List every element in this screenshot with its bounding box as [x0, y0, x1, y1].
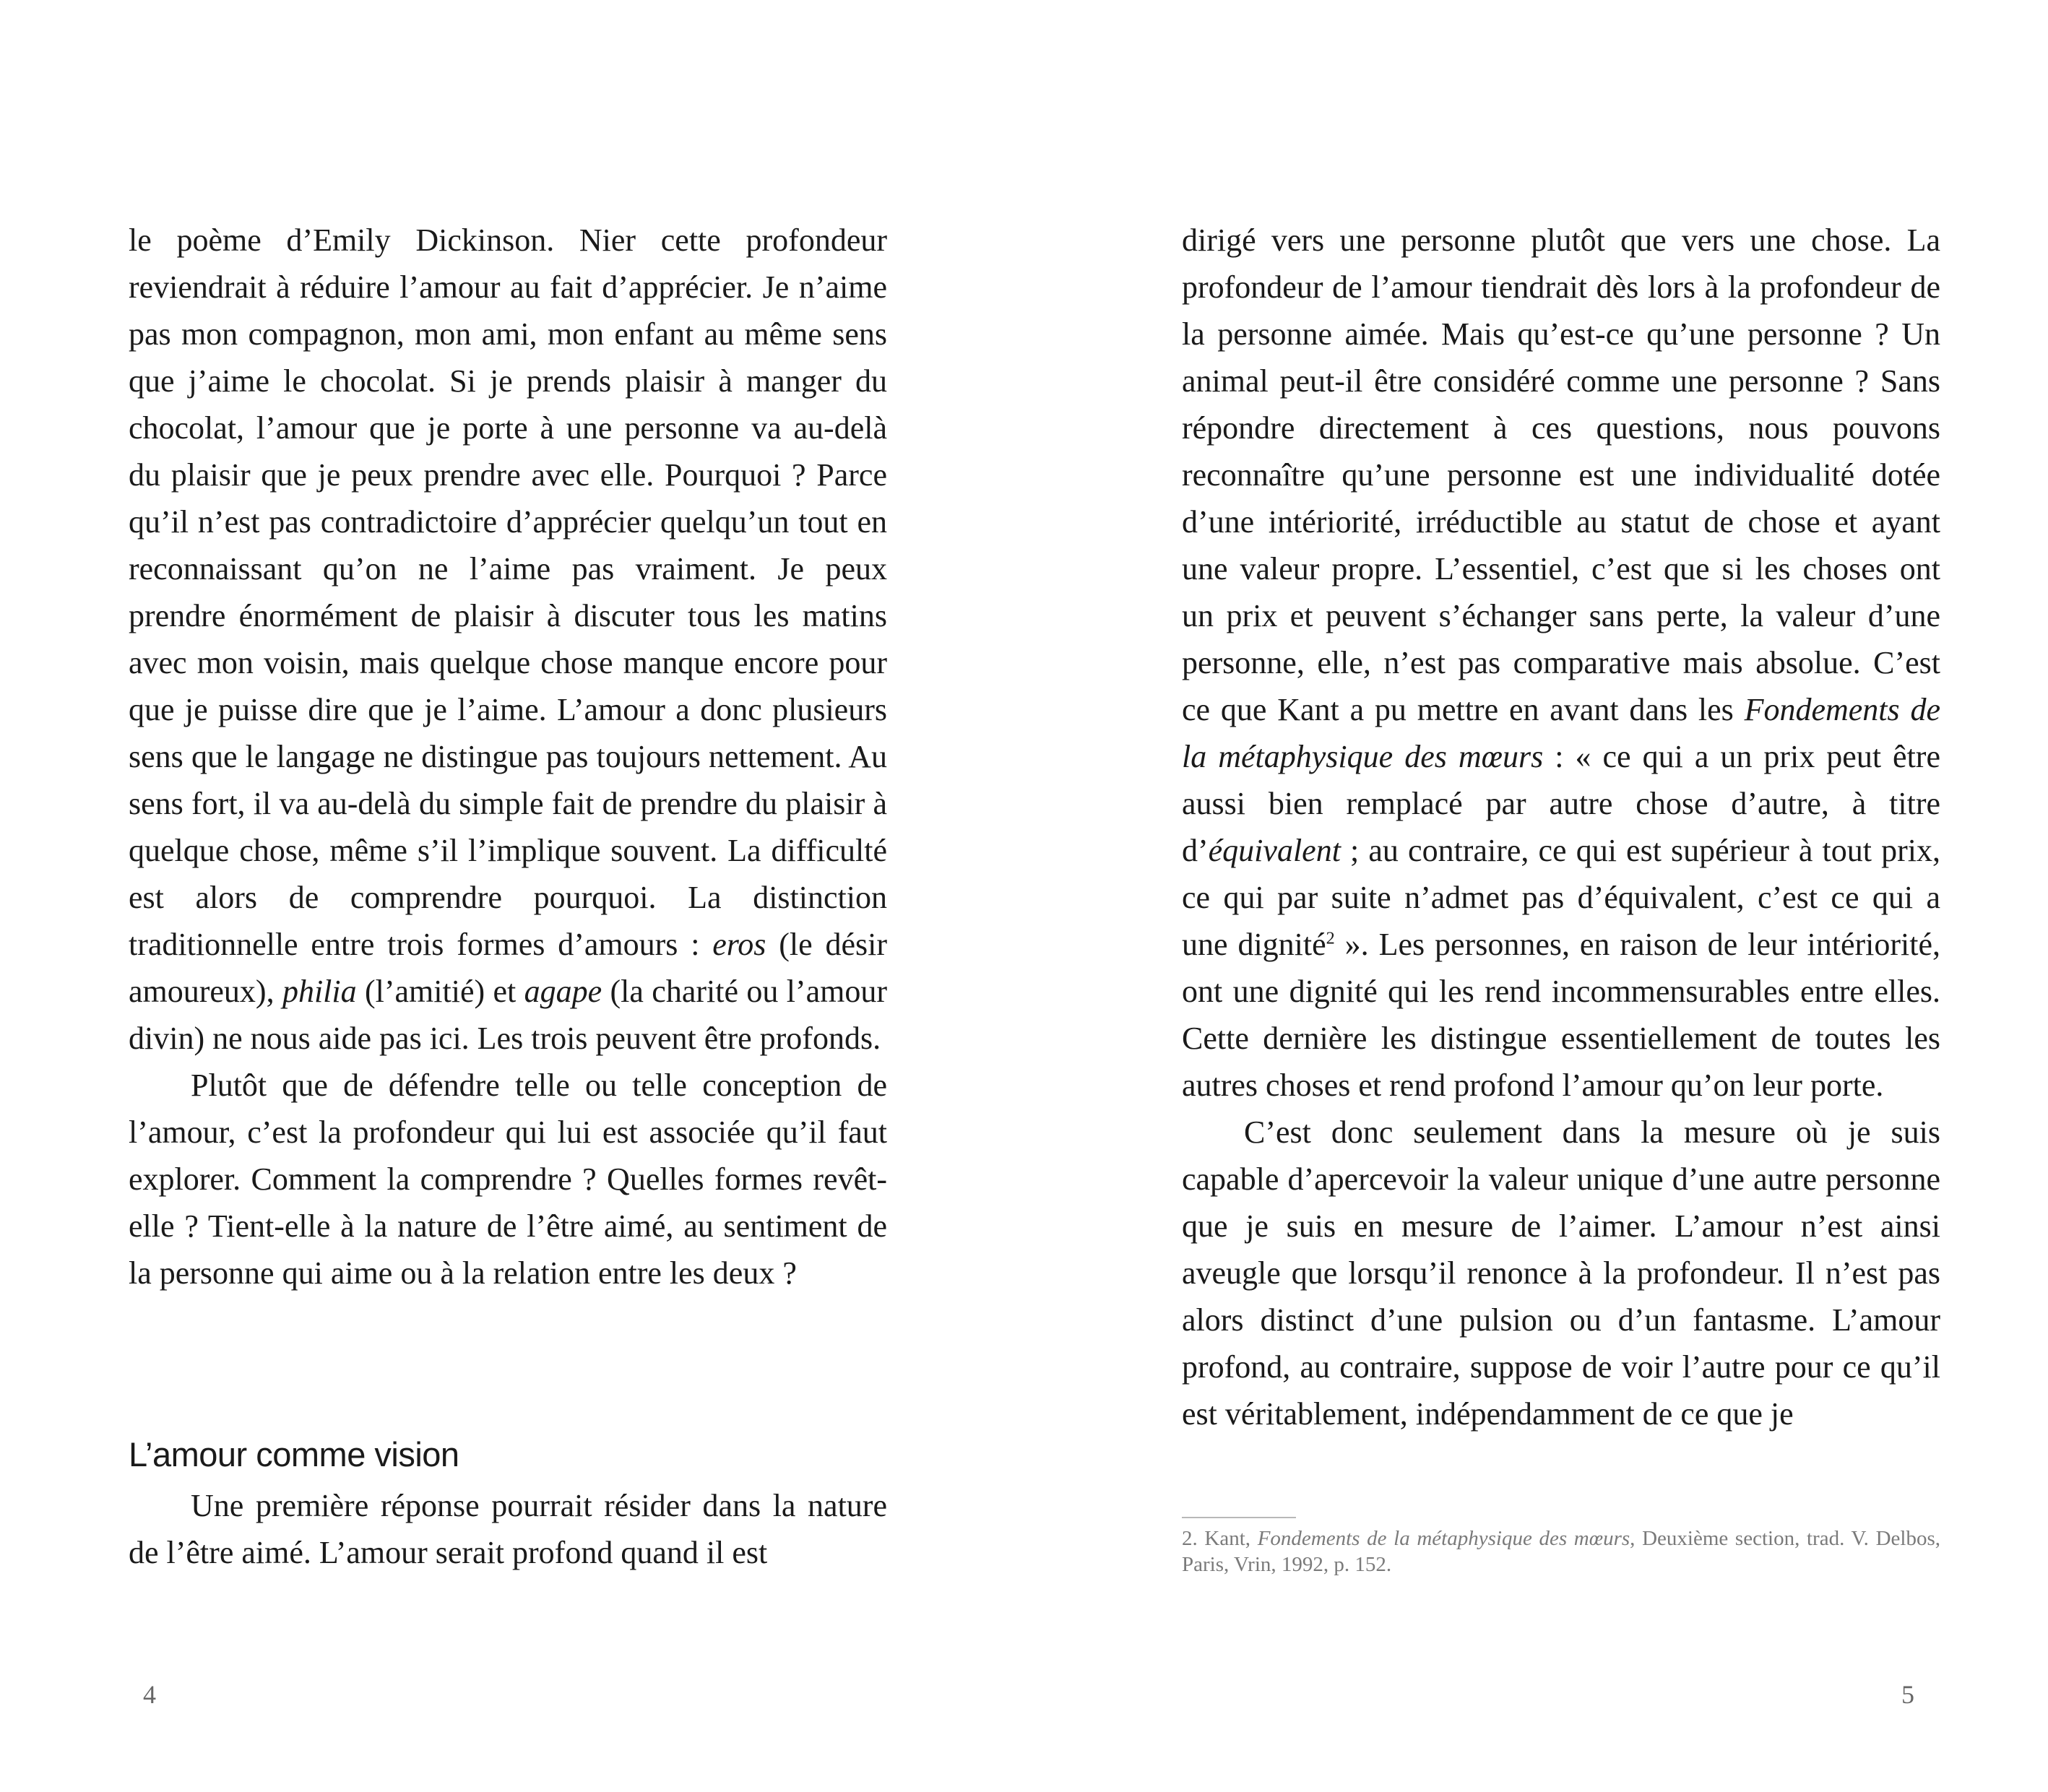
- section-heading: L’amour comme vision: [129, 1435, 459, 1473]
- left-body-text: [129, 217, 887, 1297]
- italic-book-title: Fondements de la métaphysique des mœurs: [1182, 692, 1941, 774]
- left-paragraph-2: Plutôt que de défendre telle ou telle conception de l’amour, c’est la profondeur qui lui est associée qu’il faut explorer. Comment la comprendre ? Quelles formes revêtelle ? Tient-elle à la nature de l’être aimé, au sentiment de la personne qui aime ou à la relation entre les deux ?: [129, 1068, 887, 1291]
- italic-term-agape: agape: [524, 974, 602, 1009]
- italic-term-equivalent: équivalent: [1208, 833, 1341, 868]
- text-run: : « ce qui a un prix peut être aussi bien remplacé par autre chose d’autre, à titre d’: [1182, 739, 1940, 868]
- page-number-right: 5: [1901, 1680, 1914, 1709]
- right-paragraph-2: C’est donc seulement dans la mesure où je suis capable d’apercevoir la valeur unique d’une autre personne que je suis en mesure de l’aimer. L’amour n’est ainsi aveugle que lorsqu’il renonce à la profondeur. Il n’est pas alors distinct d’une pulsion ou d’un fantasme. L’amour profond, au contraire, suppose de voir l’autre pour ce qu’il est véritablement, indépendamment de ce que je: [1182, 1114, 1940, 1432]
- footnote-reference: 2: [1326, 928, 1335, 948]
- italic-term-philia: philia: [282, 974, 357, 1009]
- italic-term-eros: eros: [712, 927, 766, 962]
- right-body-text: [1182, 217, 1940, 1437]
- footnote-book-title: Fondements de la métaphysique des mœurs: [1257, 1527, 1630, 1550]
- right-page: [1024, 0, 2048, 1792]
- footnote-text: 2. Kant,: [1182, 1527, 1258, 1550]
- footnote-text: , Deuxième section, trad. V. Delbos, Paris, Vrin, 1992, p. 152.: [1182, 1527, 1940, 1576]
- footnote: [1182, 1525, 1940, 1577]
- text-run: ; au contraire, ce qui est supérieur à tout prix, ce qui par suite n’admet pas d’équivalent, c’est ce qui a une dignité: [1182, 833, 1940, 962]
- left-paragraph-1: [129, 217, 887, 1062]
- page-number-left: 4: [143, 1680, 156, 1709]
- text-run: le poème d’Emily Dickinson. Nier cette profondeur reviendrait à réduire l’amour au fait d’apprécier. Je n’aime pas mon compagnon, mon ami, mon enfant au même sens que j’aime le chocolat. Si je prends plaisir à manger du chocolat, l’amour que je porte à une personne va au-delà du plaisir que je peux prendre avec elle. Pourquoi ? Parce qu’il n’est pas contradictoire d’apprécier quelqu’un tout en reconnaissant qu’on ne l’aime pas vraiment. Je peux prendre énormément de plaisir à discuter tous les matins avec mon voisin, mais quelque chose manque encore pour que je puisse dire que je l’aime. L’amour a donc plusieurs sens que le langage ne distingue pas toujours nettement. Au sens fort, il va au-delà du simple fait de prendre du plaisir à quelque chose, même s’il l’implique souvent. La difficulté est alors de comprendre pourquoi. La distinction traditionnelle entre trois formes d’amours :: [129, 222, 887, 962]
- text-run: dirigé vers une personne plutôt que vers une chose. La profondeur de l’amour tiendrait dès lors à la profondeur de la personne aimée. Mais qu’est-ce qu’une personne ? Un animal peut-il être considéré comme une personne ? Sans répondre directement à ces questions, nous pouvons reconnaître qu’une personne est une individualité dotée d’une intériorité, irréductible au statut de chose et ayant une valeur propre. L’essentiel, c’est que si les choses ont un prix et peuvent s’échanger sans perte, la valeur d’une personne, elle, n’est pas comparative mais absolue. C’est ce que Kant a pu mettre en avant dans les: [1182, 222, 1940, 727]
- left-paragraph-3: Une première réponse pourrait résider dans la nature de l’être aimé. L’amour serait profond quand il est: [129, 1488, 887, 1570]
- footnote-separator: [1182, 1517, 1296, 1518]
- right-paragraph-1: [1182, 217, 1940, 1109]
- text-run: ». Les personnes, en raison de leur intériorité, ont une dignité qui les rend incommensurables entre elles. Cette dernière les distingue essentiellement de toutes les autres choses et rend profond l’amour qu’on leur porte.: [1182, 927, 1941, 1103]
- left-body-text-after-heading: [129, 1482, 887, 1576]
- text-run: (le désir amoureux),: [129, 927, 887, 1009]
- text-run: (l’amitié) et: [356, 974, 524, 1009]
- text-run: (la charité ou l’amour divin) ne nous aide pas ici. Les trois peuvent être profonds.: [129, 974, 887, 1056]
